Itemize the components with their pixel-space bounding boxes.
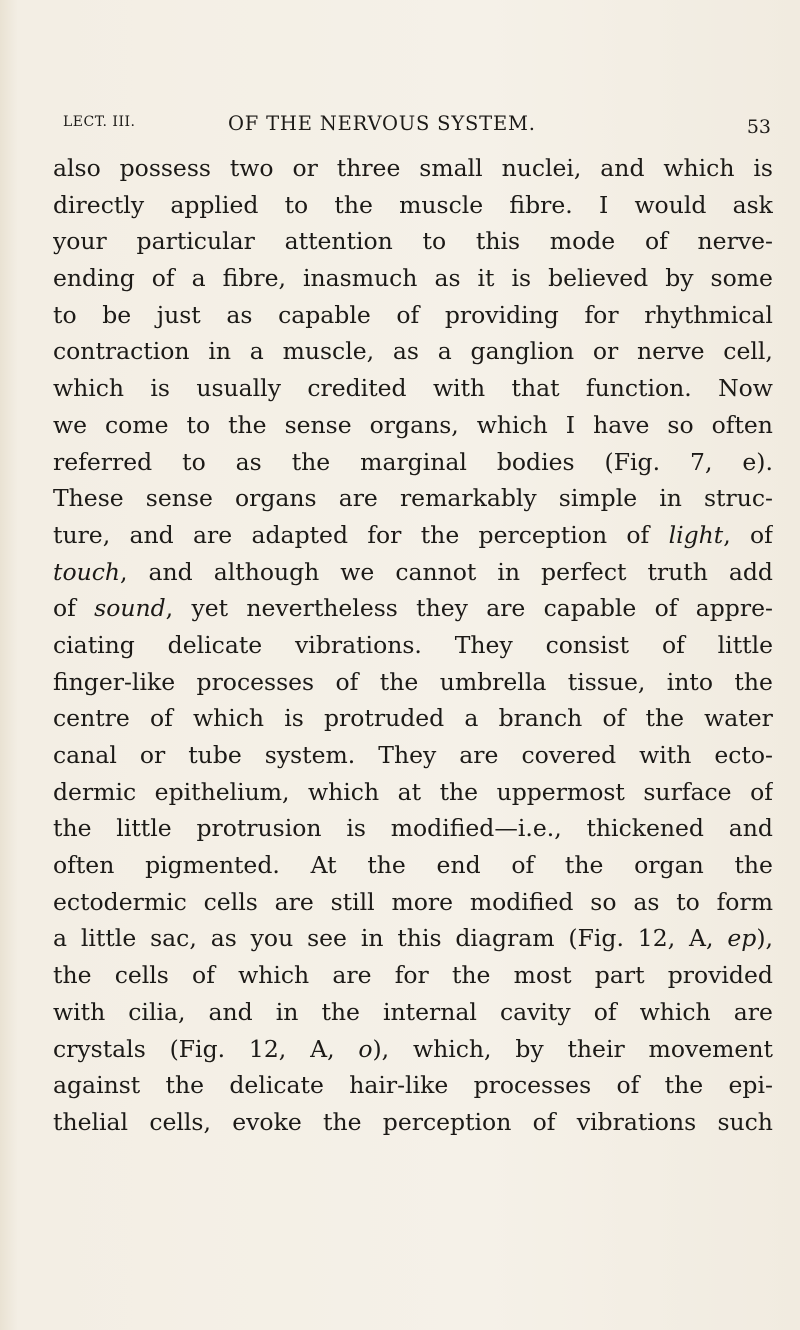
text-line: dermic epithelium, which at the uppermost surface of (53, 777, 773, 806)
running-header (63, 112, 775, 140)
text-line: of sound, yet nevertheless they are capable of appre- (53, 594, 773, 623)
text-line: to be just as capable of providing for rhythmical (53, 300, 773, 329)
text-line: These sense organs are remarkably simple in struc- (53, 484, 773, 513)
text-line: touch, and although we cannot in perfect truth add (53, 557, 773, 586)
text-line: ciating delicate vibrations. They consist of little (53, 630, 773, 659)
text-line: we come to the sense organs, which I have so often (53, 410, 773, 439)
body-text (53, 150, 773, 1141)
text-line: referred to as the marginal bodies (Fig. 7, e). (53, 447, 773, 476)
text-line: which is usually credited with that function. Now (53, 374, 773, 403)
page-number: 53 (746, 116, 771, 138)
text-line: your particular attention to this mode of nerve- (53, 227, 773, 256)
text-line: against the delicate hair-like processes of the epi- (53, 1071, 773, 1100)
text-line: thelial cells, evoke the perception of vibrations such (53, 1107, 773, 1136)
text-line: directly applied to the muscle fibre. I would ask (53, 190, 773, 219)
text-line: finger-like processes of the umbrella tissue, into the (53, 667, 773, 696)
text-line: canal or tube system. They are covered with ecto- (53, 741, 773, 769)
text-line: also possess two or three small nuclei, and which is (53, 154, 773, 182)
text-line: centre of which is protruded a branch of the water (53, 704, 773, 733)
text-line: with cilia, and in the internal cavity of which are (53, 997, 773, 1026)
text-line: often pigmented. At the end of the organ the (53, 851, 773, 880)
text-line: crystals (Fig. 12, A, o), which, by their movement (53, 1034, 773, 1063)
text-line: ending of a fibre, inasmuch as it is believed by some (53, 264, 773, 293)
text-line: ectodermic cells are still more modified so as to form (53, 887, 773, 916)
text-line: ture, and are adapted for the perception of light, of (53, 520, 773, 549)
text-line: a little sac, as you see in this diagram (Fig. 12, A, ep), (53, 924, 773, 953)
lecture-number: LECT. III. (63, 114, 136, 130)
text-line: the cells of which are for the most part provided (53, 961, 773, 990)
running-title: OF THE NERVOUS SYSTEM. (228, 112, 536, 135)
text-line: contraction in a muscle, as a ganglion or nerve cell, (53, 337, 773, 366)
text-line: the little protrusion is modified—i.e., thickened and (53, 814, 773, 843)
